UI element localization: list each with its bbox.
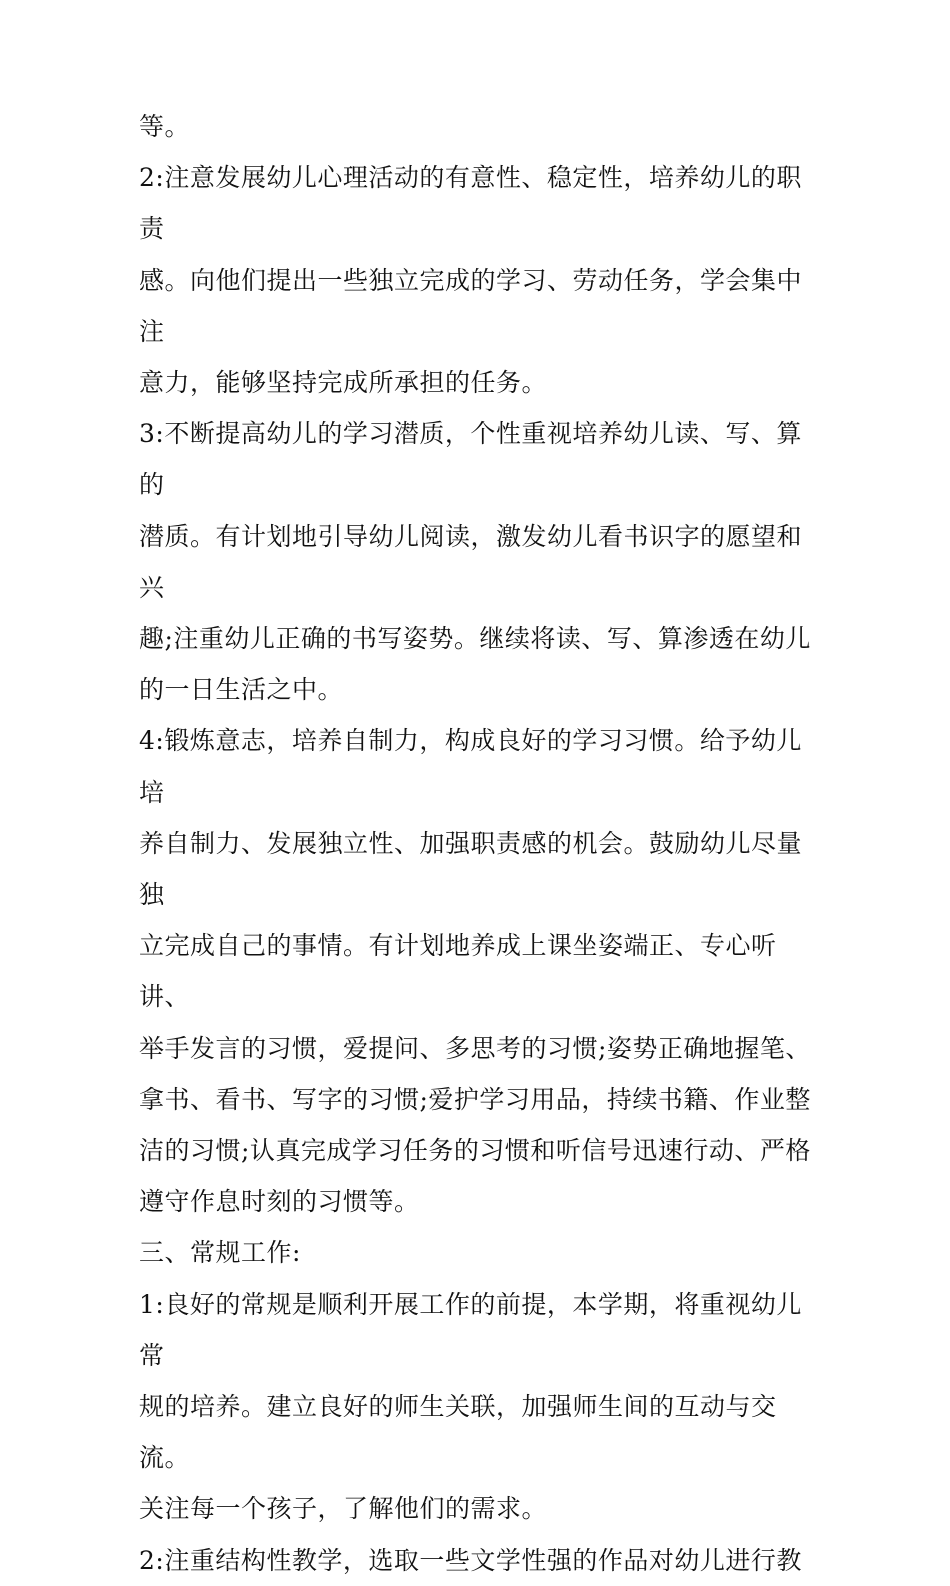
section-heading-routine-work: 三、常规工作: [139,1238,301,1268]
document-body [139,101,819,1586]
paragraph-item-2: 2:注意发展幼儿心理活动的有意性、稳定性，培养幼儿的职责 感。向他们提出一些独立完成的学习、劳动任务，学会集中注 意力，能够坚持完成所承担的任务。 [139,163,803,398]
paragraph-continuation: 等。 [139,112,191,141]
paragraph-item-3: 3:不断提高幼儿的学习潜质，个性重视培养幼儿读、写、算的 潜质。有计划地引导幼儿阅读，激发幼儿看书识字的愿望和兴 趣;注重幼儿正确的书写姿势。继续将读、写、算渗透在幼儿 的一日生活之中。 [139,419,811,705]
paragraph-routine-2: 2:注重结构性教学，选取一些文学性强的作品对幼儿进行教 [139,1545,802,1575]
paragraph-routine-1: 1:良好的常规是顺利开展工作的前提，本学期，将重视幼儿常 规的培养。建立良好的师生关联，加强师生间的互动与交流。 关注每一个孩子，了解他们的需求。 [139,1289,802,1524]
paragraph-item-4: 4:锻炼意志，培养自制力，构成良好的学习习惯。给予幼儿培 养自制力、发展独立性、加强职责感的机会。鼓励幼儿尽量独 立完成自己的事情。有计划地养成上课坐姿端正、专心听讲、 举手发言的习惯，爱提问、多思考的习惯;姿势正确地握笔、 拿书、看书、写字的习惯;爱护学习用品，持续书籍、作业整 洁的习惯;认真完成学习任务的习惯和听信号迅速行动、严格 遵守作息时刻的习惯等。 [139,726,811,1217]
